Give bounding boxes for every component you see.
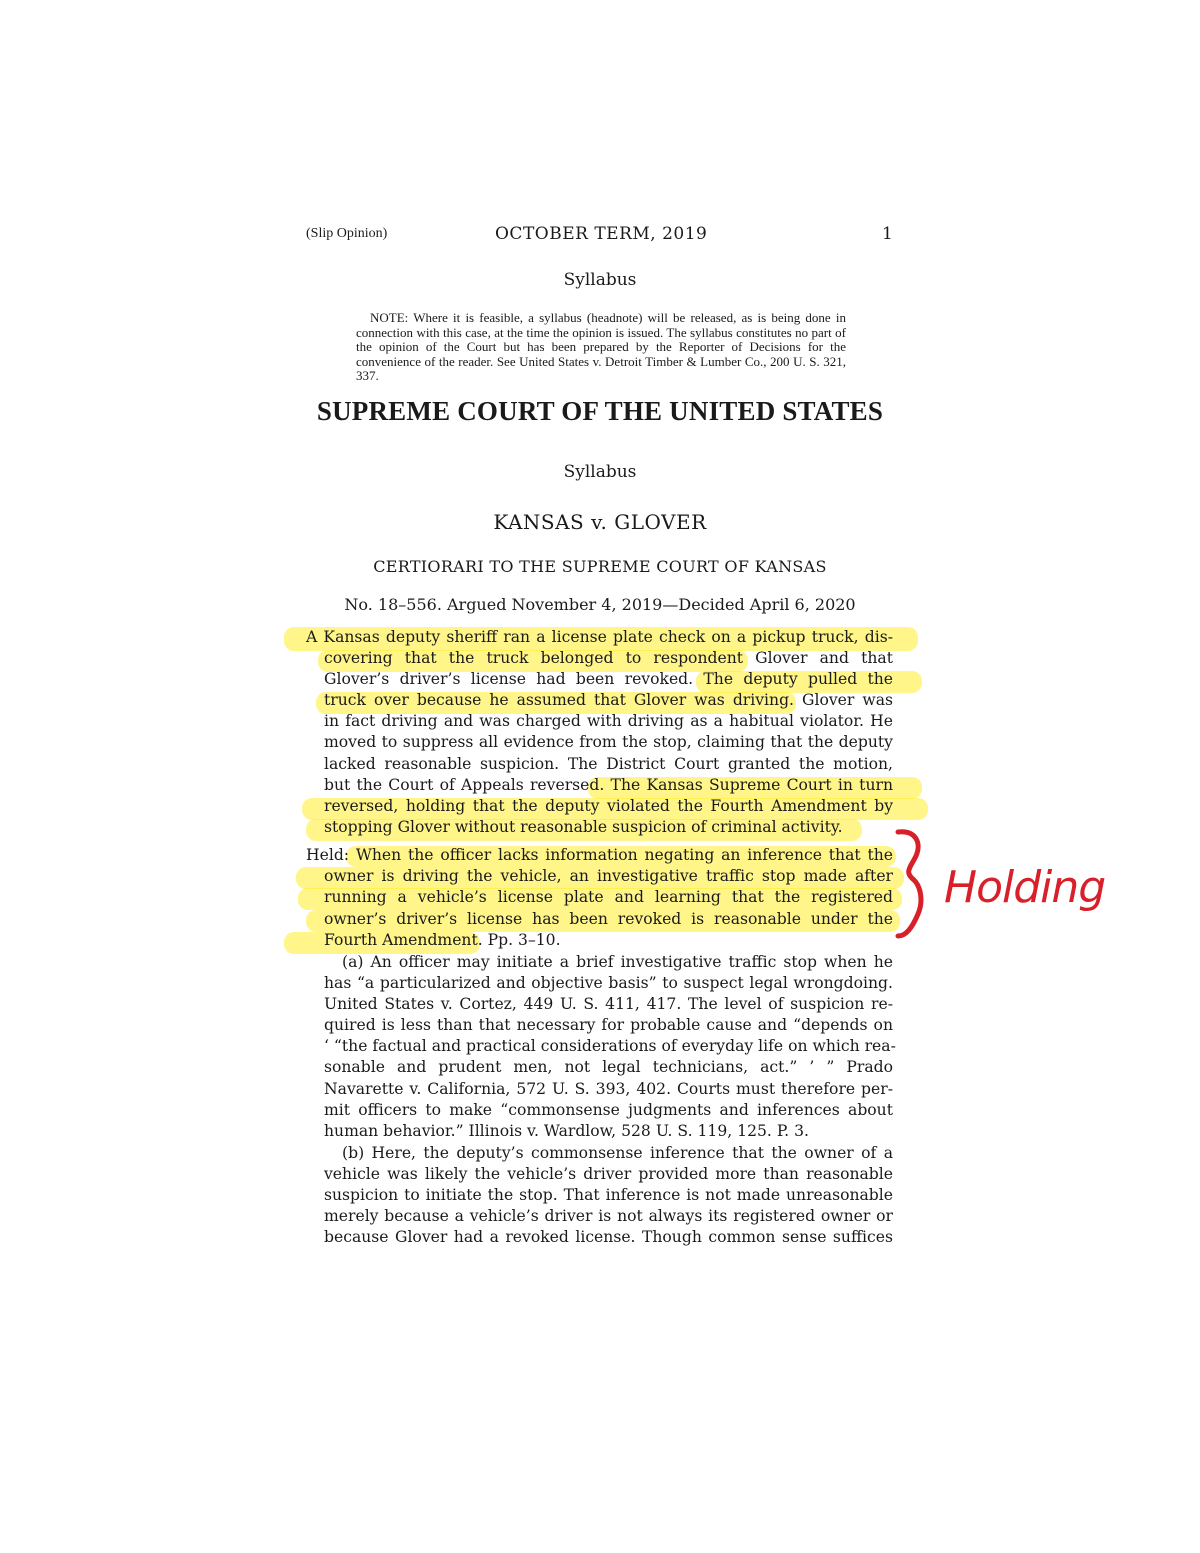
body-line: stopping Glover without reasonable suspicion of criminal activity. xyxy=(324,818,843,836)
body-line: truck over because he assumed that Glover was driving. Glover was xyxy=(324,691,893,709)
body-line: (a) An officer may initiate a brief investigative traffic stop when he xyxy=(342,953,893,971)
body-line: covering that the truck belonged to respondent Glover and that xyxy=(324,649,893,667)
term-header: OCTOBER TERM, 2019 xyxy=(495,224,708,244)
note-line: being done in connection with this case, at the time the opinion is issued. xyxy=(356,310,846,340)
body-line: human behavior.” Illinois v. Wardlow, 528 U. S. 119, 125. P. 3. xyxy=(324,1122,809,1140)
body-line: reversed, holding that the deputy violated the Fourth Amendment by xyxy=(324,797,893,815)
body-line: has “a particularized and objective basis” to suspect legal wrongdoing. xyxy=(324,974,893,992)
body-line: running a vehicle’s license plate and learning that the registered xyxy=(324,888,893,906)
held-line: Held: When the officer lacks information negating an inference that the xyxy=(306,846,893,864)
body-line: (b) Here, the deputy’s commonsense inference that the owner of a xyxy=(342,1144,893,1162)
syllabus-heading: Syllabus xyxy=(563,270,637,290)
body-line: moved to suppress all evidence from the stop, claiming that the deputy xyxy=(324,733,893,751)
body-line: Fourth Amendment. Pp. 3–10. xyxy=(324,931,561,949)
docket-line: No. 18–556. Argued November 4, 2019—Decided April 6, 2020 xyxy=(344,595,856,614)
body-line: in fact driving and was charged with driving as a habitual violator. He xyxy=(324,712,893,730)
body-line: owner is driving the vehicle, an investigative traffic stop made after xyxy=(324,867,893,885)
body-line: vehicle was likely the vehicle’s driver provided more than reasonable xyxy=(324,1165,893,1183)
court-title: SUPREME COURT OF THE UNITED STATES xyxy=(316,396,884,426)
syllabus-heading-2: Syllabus xyxy=(563,462,637,482)
page-number: 1 xyxy=(882,224,893,244)
body-line: lacked reasonable suspicion. The District Court granted the motion, xyxy=(324,755,893,773)
certiorari-line: CERTIORARI TO THE SUPREME COURT OF KANSAS xyxy=(373,557,827,576)
body-line: mit officers to make “commonsense judgments and inferences about xyxy=(324,1101,893,1119)
note-line: The syllabus constitutes no part of the opinion of the Court but has been xyxy=(356,324,847,354)
slip-opinion-label: (Slip Opinion) xyxy=(306,226,388,241)
body-line: ‘ “the factual and practical considerations of everyday life on which rea- xyxy=(324,1037,896,1055)
body-line: because Glover had a revoked license. Though common sense suffices xyxy=(324,1228,893,1246)
body-line: merely because a vehicle’s driver is not always its registered owner or xyxy=(324,1207,893,1225)
handwritten-brace xyxy=(898,832,921,936)
body-line: owner’s driver’s license has been revoked is reasonable under the xyxy=(324,910,893,928)
holding-note: Holding xyxy=(944,862,1106,913)
body-line: quired is less than that necessary for probable cause and “depends on xyxy=(324,1016,893,1034)
note-line: prepared by the Reporter of Decisions for the convenience of the reader. xyxy=(356,339,846,369)
body-line: sonable and prudent men, not legal technicians, act.” ’ ” Prado xyxy=(324,1058,893,1076)
body-line: Glover’s driver’s license had been revoked. The deputy pulled the xyxy=(324,670,893,688)
body-line: but the Court of Appeals reversed. The Kansas Supreme Court in turn xyxy=(324,776,893,794)
body-line: A Kansas deputy sheriff ran a license plate check on a pickup truck, dis- xyxy=(306,628,893,646)
note-line: NOTE: Where it is feasible, a syllabus (headnote) will be released, as is xyxy=(370,310,772,325)
note-line: See United States v. Detroit Timber & Lumber Co., 200 U. S. 321, 337. xyxy=(356,353,846,383)
case-name: KANSAS v. GLOVER xyxy=(493,510,707,534)
body-line: United States v. Cortez, 449 U. S. 411, 417. The level of suspicion re- xyxy=(324,995,893,1013)
body-line: suspicion to initiate the stop. That inference is not made unreasonable xyxy=(324,1186,893,1204)
body-line: Navarette v. California, 572 U. S. 393, 402. Courts must therefore per- xyxy=(324,1080,893,1098)
